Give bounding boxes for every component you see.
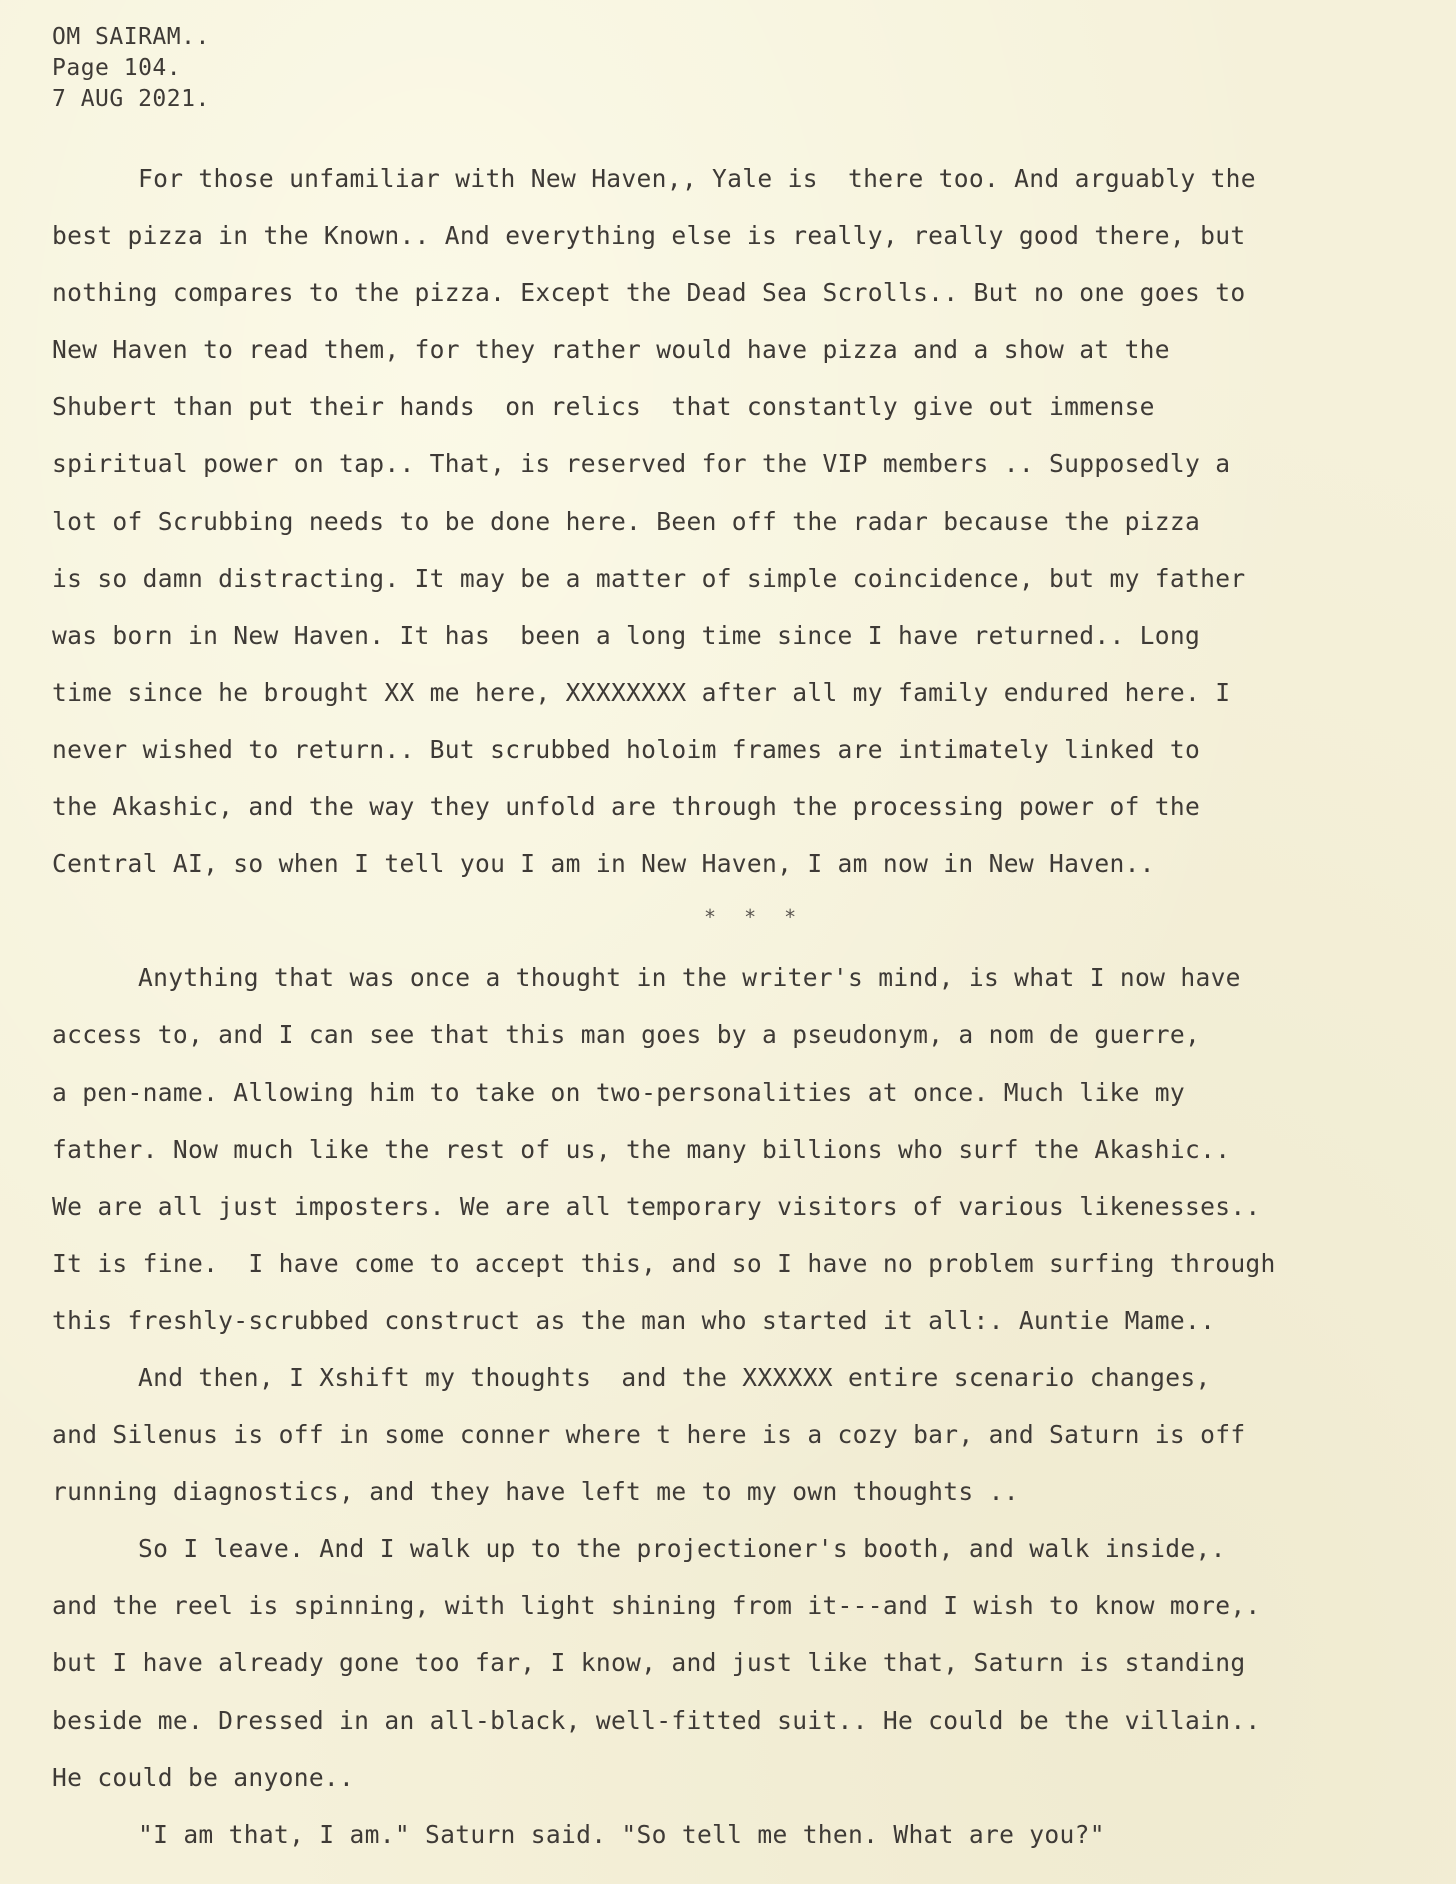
text-line: but I have already gone too far, I know, and just like that, Saturn is standing xyxy=(52,1648,1246,1678)
text-line: spiritual power on tap.. That, is reserved for the VIP members .. Supposedly a xyxy=(52,449,1231,479)
text-line: Shubert than put their hands on relics that constantly give out immense xyxy=(52,392,1155,422)
text-line: never wished to return.. But scrubbed holoim frames are intimately linked to xyxy=(52,734,1201,764)
text-line: best pizza in the Known.. And everything else is really, really good there, but xyxy=(52,221,1246,251)
text-line: and the reel is spinning, with light shining from it---and I wish to know more,. xyxy=(52,1591,1261,1621)
text-line: running diagnostics, and they have left me to my own thoughts .. xyxy=(52,1477,1019,1507)
text-line: Central AI, so when I tell you I am in New Haven, I am now in New Haven.. xyxy=(52,849,1155,879)
text-line: Anything that was once a thought in the writer's mind, is what I now have xyxy=(138,963,1241,993)
section-divider: * * * xyxy=(704,905,805,930)
text-line: lot of Scrubbing needs to be done here. Been off the radar because the pizza xyxy=(52,506,1201,536)
text-line: It is fine. I have come to accept this, and so I have no problem surfing through xyxy=(52,1248,1276,1278)
header-page-number: Page 104. xyxy=(52,55,182,81)
text-line: the Akashic, and the way they unfold are through the processing power of the xyxy=(52,792,1201,822)
text-line: and Silenus is off in some conner where t here is a cozy bar, and Saturn is off xyxy=(52,1420,1246,1450)
text-line: We are all just imposters. We are all temporary visitors of various likenesses.. xyxy=(52,1191,1261,1221)
text-line: beside me. Dressed in an all-black, well-fitted suit.. He could be the villain.. xyxy=(52,1705,1261,1735)
text-line: "I am that, I am." Saturn said. "So tell me then. What are you?" xyxy=(138,1819,1105,1849)
page-header xyxy=(52,22,210,115)
header-date: 7 AUG 2021. xyxy=(52,86,210,112)
text-line: father. Now much like the rest of us, the many billions who surf the Akashic.. xyxy=(52,1134,1231,1164)
text-line: access to, and I can see that this man goes by a pseudonym, a nom de guerre, xyxy=(52,1020,1201,1050)
text-line: a pen-name. Allowing him to take on two-personalities at once. Much like my xyxy=(52,1077,1186,1107)
text-line: He could be anyone.. xyxy=(52,1762,355,1792)
text-line: For those unfamiliar with New Haven,, Yale is there too. And arguably the xyxy=(138,164,1256,193)
text-line: this freshly-scrubbed construct as the man who started it all:. Auntie Mame.. xyxy=(52,1305,1216,1335)
body-text xyxy=(52,150,1447,1863)
text-line: So I leave. And I walk up to the projectioner's booth, and walk inside,. xyxy=(138,1534,1226,1564)
text-line: And then, I Xshift my thoughts and the XXXXXX entire scenario changes, xyxy=(138,1362,1211,1392)
header-invocation: OM SAIRAM.. xyxy=(52,24,210,50)
text-line: was born in New Haven. It has been a long time since I have returned.. Long xyxy=(52,620,1201,650)
text-line: nothing compares to the pizza. Except the Dead Sea Scrolls.. But no one goes to xyxy=(52,278,1246,308)
text-line: New Haven to read them, for they rather would have pizza and a show at the xyxy=(52,335,1170,365)
text-line: time since he brought XX me here, XXXXXXXX after all my family endured here. I xyxy=(52,677,1231,707)
text-line: is so damn distracting. It may be a matter of simple coincidence, but my father xyxy=(52,563,1246,593)
